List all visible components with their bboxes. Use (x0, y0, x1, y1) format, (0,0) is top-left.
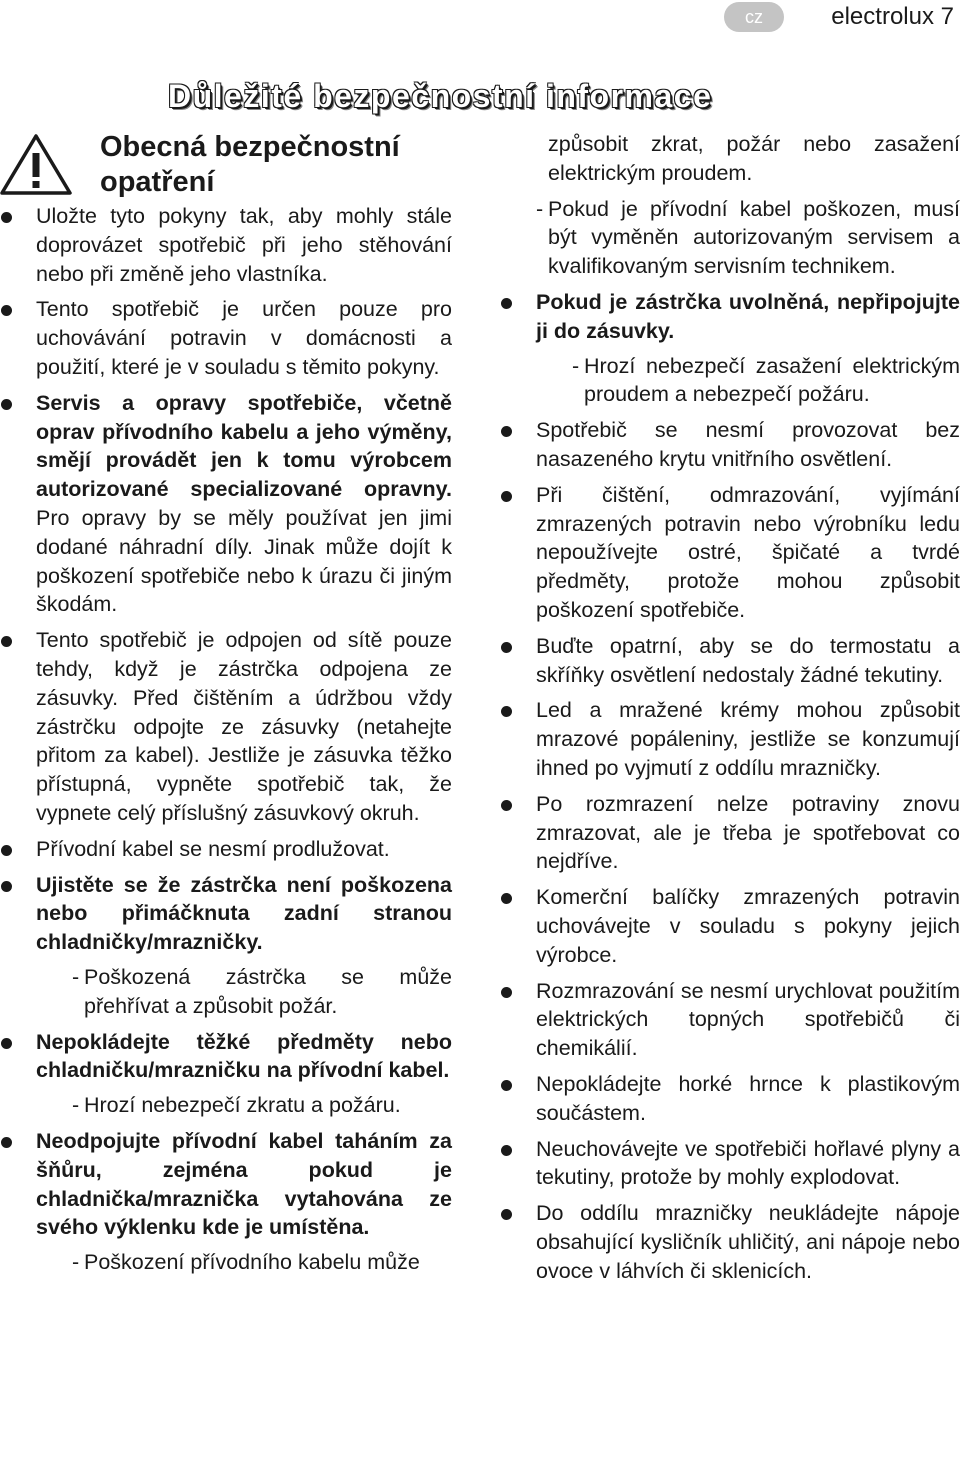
warning-triangle-icon (0, 132, 72, 196)
safety-list-left (0, 202, 452, 1277)
brand-name: electrolux (831, 3, 934, 30)
page-header (0, 0, 960, 36)
list-item: Přívodní kabel se nesmí prodlužovat. (0, 835, 452, 864)
left-column (0, 130, 452, 1284)
list-item: Po rozmrazení nelze potraviny znovu zmrazovat, ale je třeba je spotřebovat co nejdříve. (500, 790, 960, 876)
list-item: Tento spotřebič je určen pouze pro uchovávání potravin v domácnosti a použití, které je v souladu s těmito pokyny. (0, 295, 452, 381)
right-column (500, 130, 960, 1292)
section-title: Obecná bezpečnostní opatření (100, 131, 400, 198)
list-item: Neuchovávejte ve spotřebiči hořlavé plyny a tekutiny, protože by mohly explodovat. (500, 1135, 960, 1193)
list-item: Rozmrazování se nesmí urychlovat použitím elektrických topných spotřebičů či chemikálií. (500, 977, 960, 1063)
list-item: Ujistěte se že zástrčka není poškozena nebo přimáčknuta zadní stranou chladničky/mrazničky. - Poškozená zástrčka se může přehřívat a způsobit požár. (0, 871, 452, 1021)
sub-item: - Poškozená zástrčka se může přehřívat a způsobit požár. (36, 963, 452, 1021)
continued-text: způsobit zkrat, požár nebo zasažení elektrickým proudem. (548, 132, 960, 185)
list-item: Uložte tyto pokyny tak, aby mohly stále doprovázet spotřebič při jeho stěhování nebo při změně jeho vlastníka. (0, 202, 452, 288)
list-item: Nepokládejte horké hrnce k plastikovým součástem. (500, 1070, 960, 1128)
list-item: Komerční balíčky zmrazených potravin uchovávejte v souladu s pokyny jejich výrobce. (500, 883, 960, 969)
list-item: Nepokládejte těžké předměty nebo chladničku/mrazničku na přívodní kabel. - Hrozí nebezpečí zkratu a požáru. (0, 1028, 452, 1120)
page-number: 7 (940, 3, 954, 30)
sub-item: - Hrozí nebezpečí zkratu a požáru. (36, 1091, 452, 1120)
list-item: Do oddílu mrazničky neukládejte nápoje obsahující kysličník uhličitý, ani nápoje nebo ovoce v láhvích či sklenicích. (500, 1199, 960, 1285)
sub-item: - Hrozí nebezpečí zasažení elektrickým proudem a nebezpečí požáru. (536, 352, 960, 410)
list-item: Buďte opatrní, aby se do termostatu a skříňky osvětlení nedostaly žádné tekutiny. (500, 632, 960, 690)
page-title: Důležité bezpečnostní informace (168, 78, 713, 114)
language-badge: cz (724, 2, 784, 32)
safety-list-right (500, 288, 960, 1286)
list-item: Pokud je zástrčka uvolněná, nepřipojujte ji do zásuvky. - Hrozí nebezpečí zasažení elektrickým proudem a nebezpečí požáru. (500, 288, 960, 409)
list-item: Spotřebič se nesmí provozovat bez nasazeného krytu vnitřního osvětlení. (500, 416, 960, 474)
list-item: Při čištění, odmrazování, vyjímání zmrazených potravin nebo výrobníku ledu nepoužívejte ostré, špičaté a tvrdé předměty, protože mohou způsobit poškození spotřebiče. (500, 481, 960, 625)
section-heading (0, 130, 452, 200)
list-item: Servis a opravy spotřebiče, včetně oprav přívodního kabelu a jeho výměny, smějí provádět jen k tomu výrobcem autorizované specializované opravny. Pro opravy by se měly používat jen jimi dodané náhradní díly. Jinak může dojít k poškození spotřebiče nebo k úrazu či jiným škodám. (0, 389, 452, 619)
list-item: Neodpojujte přívodní kabel taháním za šňůru, zejména pokud je chladnička/mraznička vytahována ze svého výklenku kde je umístěna. - Poškození přívodního kabelu může (0, 1127, 452, 1277)
list-item: Led a mražené krémy mohou způsobit mrazové popáleniny, jestliže se konzumují ihned po vyjmutí z oddílu mrazničky. (500, 696, 960, 782)
list-item: Tento spotřebič je odpojen od sítě pouze tehdy, když je zástrčka odpojena ze zásuvky. Před čištěním a údržbou vždy zástrčku odpojte ze zásuvky (netahejte přitom za kabel). Jestliže je zásuvka těžko přístupná, vypněte spotřebič tak, že vypnete celý příslušný zásuvkový okruh. (0, 626, 452, 828)
sub-item: - Poškození přívodního kabelu může (36, 1248, 452, 1277)
brand-and-page-number (831, 2, 954, 32)
sub-item: - Pokud je přívodní kabel poškozen, musí být vyměněn autorizovaným servisem a kvalifikovaným servisním technikem. (500, 195, 960, 281)
